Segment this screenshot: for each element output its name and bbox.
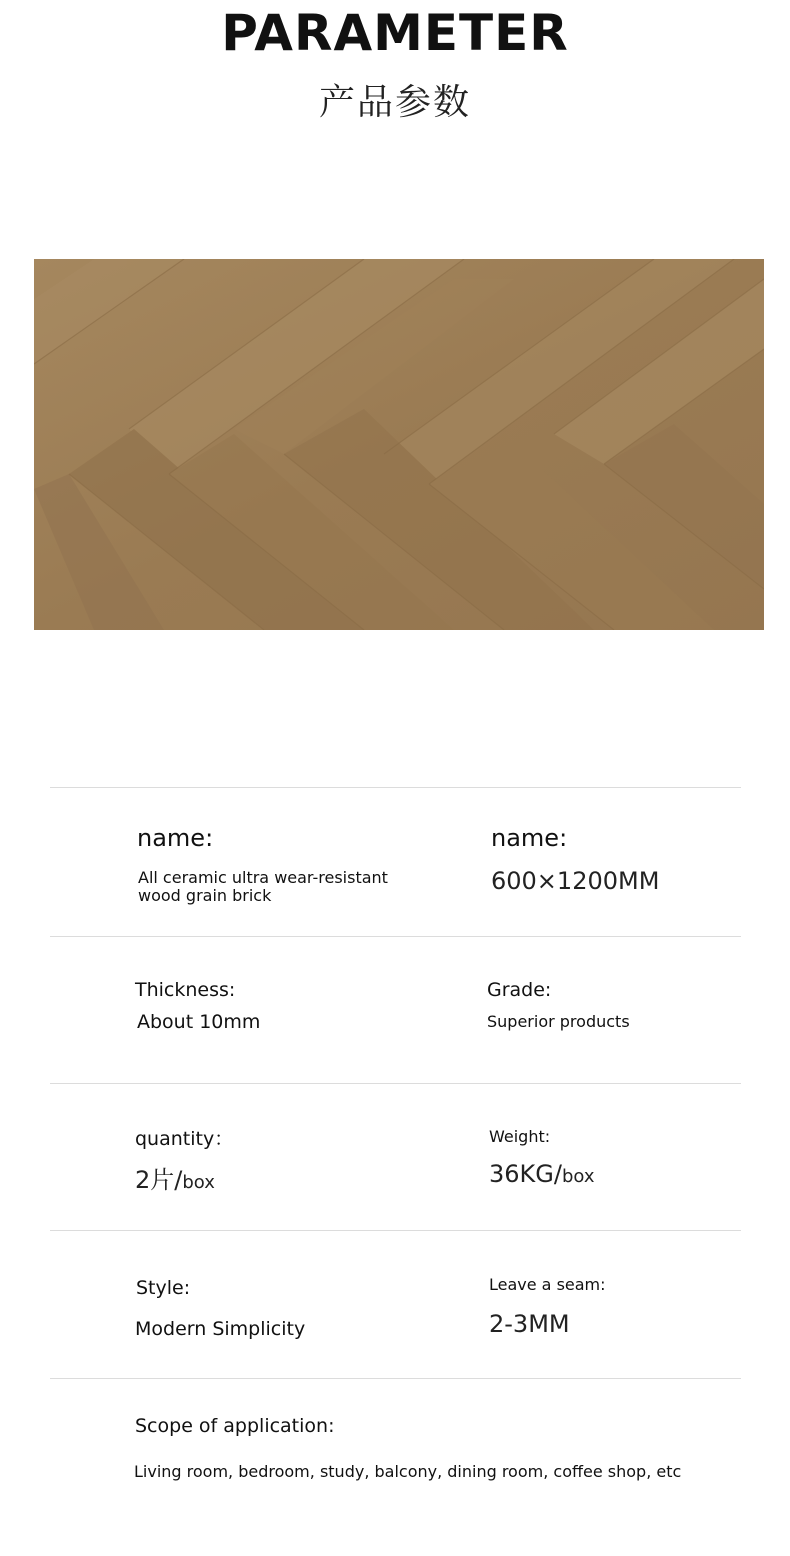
style-label: Style: xyxy=(136,1277,191,1299)
name-label: name: xyxy=(137,824,214,852)
divider xyxy=(50,1230,741,1231)
divider xyxy=(50,1378,741,1379)
grade-label: Grade: xyxy=(487,979,552,1001)
divider xyxy=(50,1083,741,1084)
quantity-value: 2片/box xyxy=(135,1166,215,1194)
scope-value: Living room, bedroom, study, balcony, dining room, coffee shop, etc xyxy=(134,1462,682,1481)
herringbone-wood-floor-image xyxy=(34,259,764,630)
size-label: name: xyxy=(491,824,568,852)
name-value-line2: wood grain brick xyxy=(138,886,272,905)
divider xyxy=(50,936,741,937)
quantity-unit: box xyxy=(182,1172,215,1193)
page-title: PARAMETER xyxy=(221,4,569,62)
size-value: 600×1200MM xyxy=(491,867,660,895)
thickness-label: Thickness: xyxy=(135,979,236,1001)
seam-label: Leave a seam: xyxy=(489,1275,606,1294)
weight-unit: box xyxy=(561,1166,595,1187)
quantity-label: quantity： xyxy=(135,1128,234,1150)
thickness-value: About 10mm xyxy=(137,1011,261,1033)
style-value: Modern Simplicity xyxy=(135,1318,306,1340)
divider xyxy=(50,787,741,788)
scope-label: Scope of application: xyxy=(135,1415,335,1437)
weight-label: Weight: xyxy=(489,1127,551,1146)
grade-value: Superior products xyxy=(487,1012,630,1031)
name-value-line1: All ceramic ultra wear-resistant xyxy=(138,868,388,887)
weight-value: 36KG/box xyxy=(489,1160,595,1188)
seam-value: 2-3MM xyxy=(489,1310,570,1338)
page-subtitle: 产品参数 xyxy=(318,82,471,123)
